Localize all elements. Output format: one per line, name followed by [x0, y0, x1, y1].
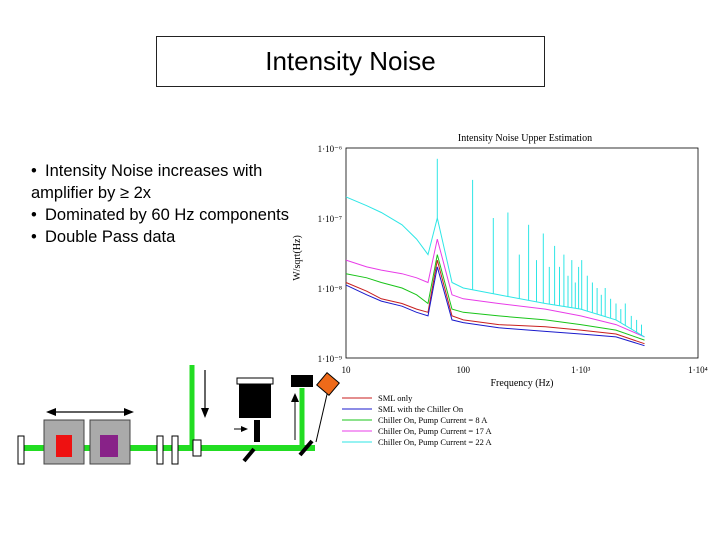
orange-crystal — [317, 373, 340, 396]
bullet-list — [31, 160, 301, 248]
bullet-dot-icon: • — [31, 206, 37, 224]
x-tick-label: 1·10⁴ — [688, 365, 708, 375]
y-tick-label: 1·10⁻⁹ — [317, 354, 342, 364]
bullet-text: Intensity Noise increases with amplifier by ≥ 2x — [31, 162, 263, 202]
bullet-text: Double Pass data — [45, 228, 176, 246]
y-axis-label: W/sqrt(Hz) — [292, 235, 303, 281]
slide-title: Intensity Noise — [156, 36, 545, 87]
detector-mount — [254, 420, 260, 442]
reflected-beam — [316, 390, 328, 442]
isolator-cap — [237, 378, 273, 384]
bullet-item — [31, 226, 301, 248]
arrow-up-icon — [291, 393, 299, 402]
photodiode — [291, 375, 313, 387]
x-axis-label: Frequency (Hz) — [490, 378, 554, 389]
bullet-item — [31, 204, 301, 226]
optical-setup-diagram — [0, 350, 340, 490]
bullet-dot-icon: • — [31, 228, 37, 246]
arrow-down-icon — [201, 408, 209, 418]
polarizer — [193, 440, 201, 456]
bullet-dot-icon: • — [31, 162, 37, 180]
end-mirror — [18, 436, 24, 464]
gain-element-red — [56, 435, 72, 457]
arrow-right-small-icon — [241, 426, 248, 432]
gain-element-purple — [100, 435, 118, 457]
y-tick-label: 1·10⁻⁸ — [317, 284, 342, 294]
x-tick-label: 10 — [341, 365, 351, 375]
noise-chart — [280, 128, 720, 468]
y-tick-label: 1·10⁻⁶ — [317, 144, 342, 154]
legend — [342, 393, 492, 447]
arrow-left-icon — [46, 408, 56, 416]
x-tick-label: 100 — [456, 365, 471, 375]
legend-label: Chiller On, Pump Current = 8 A — [378, 415, 488, 425]
arrow-right-icon — [124, 408, 134, 416]
legend-label: Chiller On, Pump Current = 17 A — [378, 426, 492, 436]
y-tick-label: 1·10⁻⁷ — [317, 214, 342, 224]
isolator-block — [239, 380, 271, 418]
waveplate-1 — [157, 436, 163, 464]
bullet-item — [31, 160, 301, 204]
legend-label: SML with the Chiller On — [378, 404, 464, 414]
legend-label: SML only — [378, 393, 413, 403]
chart-title: Intensity Noise Upper Estimation — [457, 133, 593, 144]
waveplate-2 — [172, 436, 178, 464]
plot-frame — [346, 148, 698, 358]
legend-label: Chiller On, Pump Current = 22 A — [378, 437, 492, 447]
bullet-text: Dominated by 60 Hz components — [45, 206, 289, 224]
x-tick-label: 1·10³ — [571, 365, 591, 375]
